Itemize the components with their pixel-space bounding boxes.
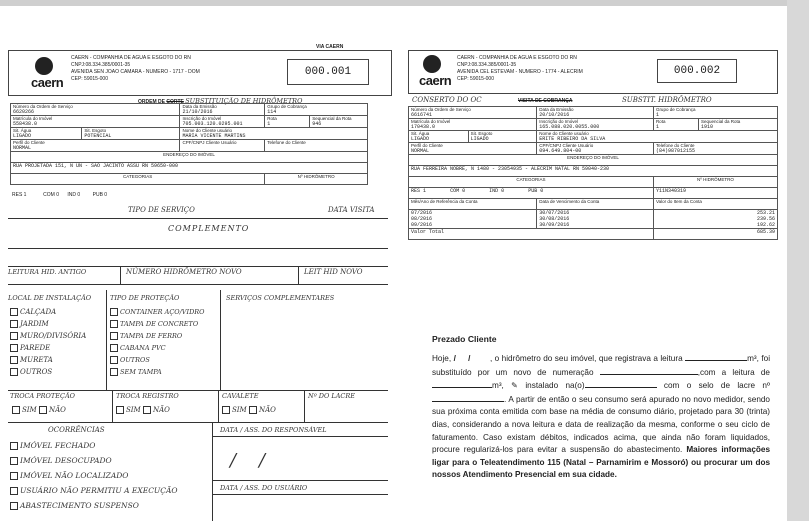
new-reading-label: LEIT HID NOVO	[304, 268, 363, 276]
caern-logo-text: caern	[31, 75, 64, 90]
right-fields-table: Número da Ordem de Serviço 6616741 Data da Emissão 20/10/2016 Grupo de Cobrança 1 Matrícula do Imóvel 170438.0 Inscrição do Imóvel 165.088.020.0055.000 Rota 1 Sequencial da Rota 1910 Sit. Água LIGADO Sit. Esgoto LIGADO Nome do Cliente usuário ERITE RIBEIRO DA SILVA Perfil do Cliente NORMAL CPF/CNPJ Cliente Usuário 094.649.804-00 Telefone do Cliente (84)987012155 ENDEREÇO DO IMÓVEL RUA FERREIRA NOBRE, N 1480 - 23054935 - ALECRIM NATAL RN 59040-230 CATEGORIAS Nº HIDRÔMETRO RES 1 COM 0 IND 0 PUB 0 Y11N340319 Mês/Ano de Referência da Conta Data de Vencimento da Conta Valor do Item da Conta 07/2016 08/2016 09/2016 30/07/2016 30/08/2016 30/09/2016 253.21 239.56 192.62 Valor Total 685.39	[408, 106, 778, 240]
company-address: AVENIDA CEL ESTEVAM - NUMERO - 1774 - ALECRIM	[457, 69, 583, 75]
hydrometer-number: Y11N340319	[655, 188, 686, 194]
property-address: RUA FERREIRA NOBRE, N 1480 - 23054935 - ALECRIM NATAL RN 59040-230	[411, 166, 610, 172]
occurrence-option[interactable]: IMÓVEL DESOCUPADO	[10, 453, 178, 468]
total-value: 685.39	[756, 229, 775, 235]
protection-box-label: TROCA PROTEÇÃO	[10, 392, 75, 400]
struck-title: VISITA DE COBRANÇA	[518, 98, 573, 104]
protection-option[interactable]: SEM TAMPA	[110, 366, 205, 378]
protection-options	[110, 306, 205, 378]
install-location-label: LOCAL DE INSTALAÇÃO	[8, 294, 92, 302]
occurrence-option[interactable]: ABASTECIMENTO SUSPENSO	[10, 498, 178, 513]
order-number: 000.002	[657, 59, 737, 83]
date-signature-user-label: DATA / ASS. DO USUÁRIO	[220, 484, 308, 492]
cavalete-choice[interactable]: SIM NÃO	[222, 406, 276, 414]
company-name: CAERN - COMPANHIA DE AGUA E ESGOTO DO RN	[71, 55, 191, 61]
protection-option[interactable]: TAMPA DE CONCRETO	[110, 318, 205, 330]
left-fields-table: Número da Ordem de Serviço 6620266 Data da Emissão 21/10/2016 Grupo de Cobrança 114 Matrícula do Imóvel 558438.0 Inscrição do Imóvel 705.003.120.0295.001 Rota 1 Sequencial da Rota 946 Sit. Água LIGADO Sit. Esgoto POTENCIAL Nome do Cliente usuário MARIA VICENTE MARTINS Perfil do Cliente NORMAL CPF/CNPJ Cliente Usuário Telefone do Cliente ENDEREÇO DO IMÓVEL RUA PROJETADA 151, N UN - SAO JACINTO ASSU RN 59650-000 CATEGORIAS Nº HIDRÔMETRO	[10, 103, 368, 185]
caern-logo-text: caern	[419, 73, 452, 88]
protection-option[interactable]: TAMPA DE FERRO	[110, 330, 205, 342]
caern-logo-icon	[35, 57, 53, 75]
order-title: ORDEM DE CORTE SUBSTITUIÇÃO DE HIDRÔMETRO	[138, 97, 303, 105]
right-header	[408, 50, 778, 94]
debt-row: 07/2016 08/2016 09/2016 30/07/2016 30/08/2016 30/09/2016 253.21 239.56 192.62	[409, 210, 778, 229]
total-label: Valor Total	[411, 229, 445, 235]
company-cep: CEP: 59015-000	[457, 76, 494, 82]
check-mark-icon: ✎	[511, 381, 519, 391]
protection-option[interactable]: OUTROS	[110, 354, 205, 366]
register-change-choice[interactable]: SIM NÃO	[116, 406, 170, 414]
scan-top-edge	[0, 0, 809, 6]
service-type-label: TIPO DE SERVIÇO	[128, 206, 195, 214]
occurrence-option[interactable]: USUÁRIO NÃO PERMITIU A EXECUÇÃO	[10, 483, 178, 498]
order-number: 000.001	[287, 59, 369, 85]
hand-note-left: CONSERTO DO OC	[412, 96, 482, 104]
complement-label: COMPLEMENTO	[168, 224, 250, 233]
date-signature-agent-label: DATA / ASS. DO RESPONSÁVEL	[220, 426, 327, 434]
location-option[interactable]: MURETA	[10, 354, 86, 366]
company-name: CAERN - COMPANHIA DE AGUA E ESGOTO DO RN	[457, 55, 577, 61]
cavalete-label: CAVALETE	[222, 392, 259, 400]
location-option[interactable]: MURO/DIVISÓRIA	[10, 330, 86, 342]
company-cep: CEP: 59015-000	[71, 76, 108, 82]
register-change-label: TROCA REGISTRO	[116, 392, 179, 400]
right-collection-order	[408, 36, 778, 266]
protection-option[interactable]: CONTAINER AÇO/VIDRO	[110, 306, 205, 318]
protection-type-label: TIPO DE PROTEÇÃO	[110, 294, 180, 302]
occurrences-label: OCORRÊNCIAS	[48, 426, 105, 434]
caern-logo-icon	[423, 55, 441, 73]
protection-option[interactable]: CABANA PVC	[110, 342, 205, 354]
new-hydrometer-label: NÚMERO HIDRÔMETRO NOVO	[126, 268, 242, 276]
seal-number-label: Nº DO LACRE	[308, 392, 356, 400]
date-slashes: / /	[230, 450, 266, 471]
left-categories-row: RES 1 COM 0 IND 0 PUB 0	[12, 192, 108, 198]
via-label: VIA CAERN	[316, 44, 344, 50]
scan-right-edge	[787, 0, 809, 521]
notice-text: Hoje, / / , o hidrômetro do seu imóvel, que registrava a leitura m³, foi substituído por um novo de numeração ,com a leitura de m³, ✎ instalado na(o) com o selo de lacre nº. A partir de então o seu consumo será apurado no novo medidor, sendo sua próxima conta emitida com base na média de consumo diário, projetado para 30 (trinta) dias, considerando a nova leitura e data de realização da mesma, conforme o seu ciclo de faturamento. Caso existam débitos, indicados acima, que ainda não foram liquidados, procure regularizá-los para evitar a suspensão do abastecimento. Maiores informações ligar para o Teleatendimento 115 (Natal – Parnamirim e Mossoró) ou procurar um dos nossos Atendimento Presencial em sua cidade.	[432, 354, 771, 480]
left-service-order	[8, 40, 392, 521]
company-cnpj: CNPJ:08.334.385/0001-35	[457, 62, 517, 68]
reading-removed-label: LEITURA HID. ANTIGO	[8, 268, 87, 276]
occurrence-options	[10, 438, 178, 513]
location-options	[10, 306, 86, 378]
notice-greeting: Prezado Cliente	[432, 334, 497, 344]
location-option[interactable]: OUTROS	[10, 366, 86, 378]
property-address: RUA PROJETADA 151, N UN - SAO JACINTO ASSU RN 59650-000	[13, 163, 179, 169]
visit-date-label: DATA VISITA	[328, 206, 375, 214]
occurrence-option[interactable]: IMÓVEL NÃO LOCALIZADO	[10, 468, 178, 483]
company-cnpj: CNPJ:08.334.385/0001-35	[71, 62, 131, 68]
protection-box-choice[interactable]: SIM NÃO	[12, 406, 66, 414]
left-header	[8, 50, 392, 96]
hand-note-right: SUBSTIT. HIDRÔMETRO	[622, 96, 712, 104]
location-option[interactable]: JARDIM	[10, 318, 86, 330]
company-address: AVENIDA SEN JOAO CAMARA - NUMERO - 1717 - DOM	[71, 69, 200, 75]
location-option[interactable]: CALÇADA	[10, 306, 86, 318]
complementary-services-label: SERVIÇOS COMPLEMENTARES	[226, 294, 335, 302]
occurrence-option[interactable]: IMÓVEL FECHADO	[10, 438, 178, 453]
location-option[interactable]: PAREDE	[10, 342, 86, 354]
